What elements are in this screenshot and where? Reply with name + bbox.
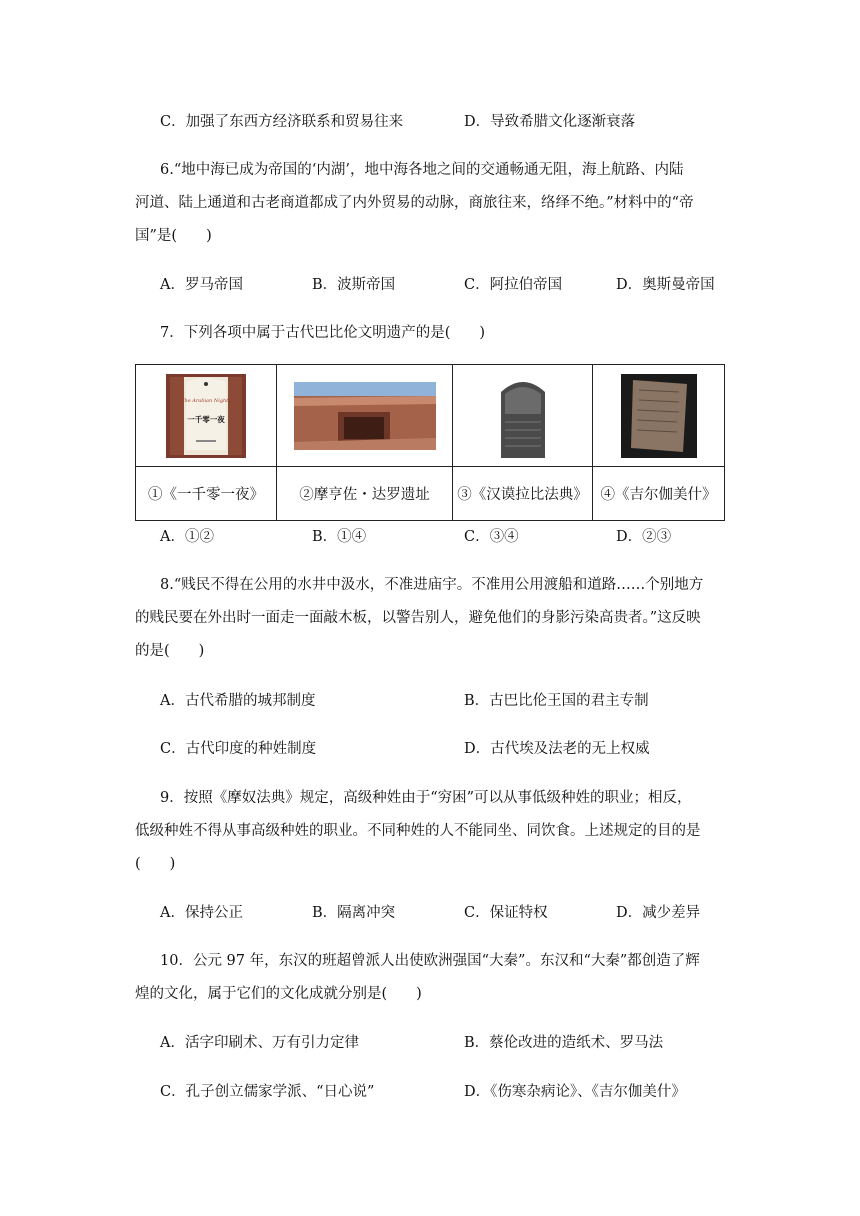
clay-tablet-photo bbox=[621, 374, 697, 458]
ruins-photo bbox=[294, 382, 436, 450]
q7-image-cell-2 bbox=[277, 365, 453, 467]
q8-stem-line3: 的是( ) bbox=[135, 643, 205, 659]
q6-stem-line3: 国”是( ) bbox=[135, 228, 212, 244]
q10-option-a: A．活字印刷术、万有引力定律 bbox=[160, 1035, 359, 1051]
q10-option-c: C．孔子创立儒家学派、“日心说” bbox=[160, 1084, 375, 1100]
stele-photo bbox=[493, 374, 553, 458]
q8-stem-line2: 的贱民要在外出时一面走一面敲木板，以警告别人，避免他们的身影污染高贵者。”这反映 bbox=[135, 610, 701, 626]
q8-option-c: C．古代印度的种姓制度 bbox=[160, 741, 317, 757]
q7-stem: 7．下列各项中属于古代巴比伦文明遗产的是( ) bbox=[160, 325, 486, 341]
q6-stem-line2: 河道、陆上通道和古老商道都成了内外贸易的动脉，商旅往来，络绎不绝。”材料中的“帝 bbox=[135, 195, 694, 211]
q9-stem-line3: ( ) bbox=[135, 856, 176, 872]
q7-option-d: D．②③ bbox=[616, 529, 672, 545]
book-subtitle: The Arabian Nights bbox=[181, 397, 231, 404]
q7-caption-3: ③《汉谟拉比法典》 bbox=[453, 467, 593, 521]
q6-option-b: B．波斯帝国 bbox=[312, 277, 396, 293]
q8-stem-line1: 8.“贱民不得在公用的水井中汲水，不准进庙宇。不准用公用渡船和道路……个别地方 bbox=[160, 577, 704, 593]
q7-caption-4: ④《吉尔伽美什》 bbox=[593, 467, 725, 521]
book-title: 一千零一夜 bbox=[187, 414, 225, 424]
q7-image-cell-1 bbox=[136, 365, 277, 467]
q7-option-b: B．①④ bbox=[312, 529, 367, 545]
q9-option-d: D．减少差异 bbox=[616, 905, 701, 921]
q7-option-a: A．①② bbox=[160, 529, 214, 545]
q10-stem-line1: 10．公元 97 年，东汉的班超曾派人出使欧洲强国“大秦”。东汉和“大秦”都创造了辉 bbox=[160, 953, 700, 969]
q9-stem-line2: 低级种姓不得从事高级种姓的职业。不同种姓的人不能同坐、同饮食。上述规定的目的是 bbox=[135, 823, 701, 839]
q10-option-b: B．蔡伦改进的造纸术、罗马法 bbox=[464, 1035, 664, 1051]
q10-option-d: D．《伤寒杂病论》、《吉尔伽美什》 bbox=[464, 1084, 686, 1100]
book-cover-image bbox=[166, 374, 246, 458]
q10-stem-line2: 煌的文化，属于它们的文化成就分别是( ) bbox=[135, 986, 422, 1002]
q9-stem-line1: 9．按照《摩奴法典》规定，高级种姓由于“穷困”可以从事低级种姓的职业；相反， bbox=[160, 790, 692, 806]
q7-option-c: C．③④ bbox=[464, 529, 519, 545]
q5-option-c: C．加强了东西方经济联系和贸易往来 bbox=[160, 114, 404, 130]
q7-image-cell-3 bbox=[453, 365, 593, 467]
q9-option-b: B．隔离冲突 bbox=[312, 905, 396, 921]
q6-option-c: C．阿拉伯帝国 bbox=[464, 277, 563, 293]
q7-image-cell-4 bbox=[593, 365, 725, 467]
q7-image-table bbox=[135, 364, 725, 521]
q8-option-a: A．古代希腊的城邦制度 bbox=[160, 693, 316, 709]
q8-option-d: D．古代埃及法老的无上权威 bbox=[464, 741, 650, 757]
q7-caption-2: ②摩亨佐・达罗遗址 bbox=[277, 467, 453, 521]
q6-option-a: A．罗马帝国 bbox=[160, 277, 243, 293]
q7-caption-1: ①《一千零一夜》 bbox=[136, 467, 277, 521]
q5-option-d: D．导致希腊文化逐渐衰落 bbox=[464, 114, 636, 130]
q9-option-a: A．保持公正 bbox=[160, 905, 243, 921]
q9-option-c: C．保证特权 bbox=[464, 905, 548, 921]
q8-option-b: B．古巴比伦王国的君主专制 bbox=[464, 693, 649, 709]
q6-stem-line1: 6.“地中海已成为帝国的‘内湖’，地中海各地之间的交通畅通无阻，海上航路、内陆 bbox=[160, 162, 684, 178]
q6-option-d: D．奥斯曼帝国 bbox=[616, 277, 715, 293]
